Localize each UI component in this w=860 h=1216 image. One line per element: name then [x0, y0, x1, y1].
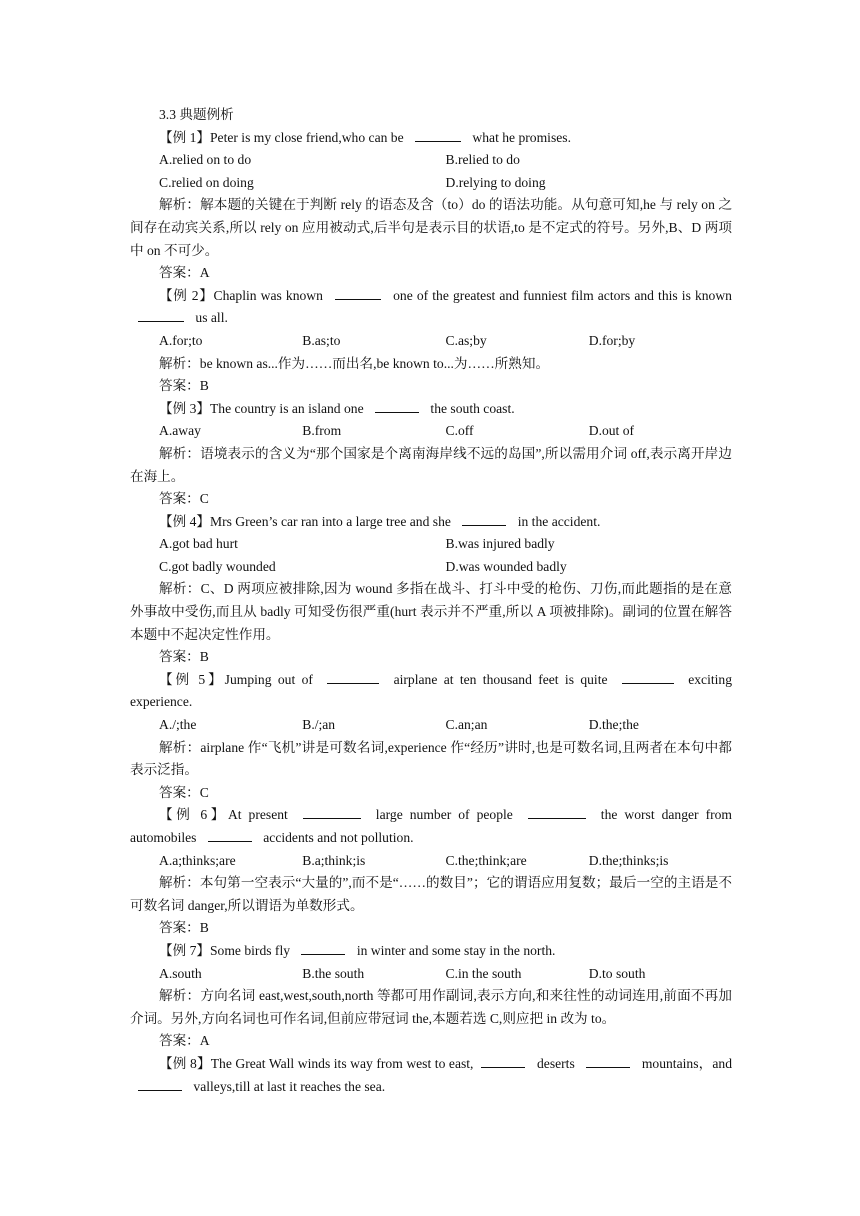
question-text: 【例 5】Jumping out of [159, 671, 320, 687]
example-question [130, 669, 736, 714]
option-row [130, 149, 732, 172]
option: D.the;thinks;is [588, 852, 669, 868]
example-analysis: 解析：解本题的关键在于判断 rely 的语态及含（to）do 的语法功能。从句意可知,he 与 rely on 之间存在动宾关系,所以 rely on 应用被动式,后半句是表示目的状语,to 是不定式的符号。另外,B、D 两项中 on 不可少。 [130, 197, 732, 258]
option-row [130, 850, 732, 873]
answer-blank [208, 827, 252, 842]
answer-blank [481, 1053, 525, 1068]
example-answer: 答案：B [159, 649, 209, 665]
answer-blank [138, 1076, 182, 1091]
example-question [130, 940, 732, 963]
option: C.relied on doing [159, 174, 254, 190]
option-row [130, 330, 732, 353]
option-row [130, 556, 732, 579]
option: D.relying to doing [445, 174, 546, 190]
option: B.was injured badly [445, 536, 555, 552]
question-text: exciting experience. [130, 671, 736, 710]
example-1 [130, 127, 732, 285]
question-text: one of the greatest and funniest film actors and this is known [389, 287, 736, 303]
example-analysis: 解析：语境表示的含义为“那个国家是个离南海岸线不远的岛国”,所以需用介词 off,表示离开岸边在海上。 [130, 445, 732, 484]
example-analysis: 解析：方向名词 east,west,south,north 等都可用作副词,表示方向,和来往性的动词连用,前面不再加介词。另外,方向名词也可作名词,但前应带冠词 the,本题若选 C,则应把 in 改为 to。 [130, 988, 732, 1026]
answer-blank [415, 127, 461, 142]
option: A.relied on to do [159, 152, 252, 168]
option: B.from [302, 423, 342, 439]
option: C.the;think;are [445, 852, 527, 868]
question-text: 【例 1】Peter is my close friend,who can be [159, 129, 408, 145]
example-8 [130, 1053, 736, 1098]
example-question [130, 804, 736, 849]
question-text: accidents and not pollution. [259, 830, 414, 845]
example-3 [130, 398, 732, 511]
answer-blank [462, 511, 506, 526]
option: C.an;an [445, 717, 488, 733]
question-text: 【例 4】Mrs Green’s car ran into a large tree and she [159, 513, 455, 529]
question-text: large number of people [368, 807, 520, 823]
question-text: in the accident. [514, 513, 601, 529]
example-6 [130, 804, 736, 940]
example-question [130, 127, 732, 150]
answer-blank [335, 285, 381, 300]
example-5 [130, 669, 736, 805]
option: C.off [445, 423, 474, 439]
document-page [130, 104, 736, 1098]
option: D.for;by [588, 332, 636, 348]
option: C.as;by [445, 332, 487, 348]
example-answer: 答案：B [159, 378, 209, 394]
answer-blank [303, 804, 361, 819]
option-row [130, 714, 732, 737]
example-question [130, 398, 732, 421]
option: A.got bad hurt [159, 536, 238, 552]
option: C.got badly wounded [159, 558, 276, 574]
example-analysis: 解析：本句第一空表示“大量的”,而不是“……的数目”；它的谓语应用复数；最后一空的主语是不可数名词 danger,所以谓语为单数形式。 [130, 875, 732, 913]
example-answer: 答案：C [159, 491, 209, 507]
example-4 [130, 511, 732, 669]
example-answer: 答案：A [159, 1033, 210, 1049]
answer-blank [375, 398, 419, 413]
answer-blank [528, 804, 586, 819]
question-text: 【例 2】Chaplin was known [159, 287, 328, 303]
answer-blank [622, 669, 674, 684]
option-row [130, 420, 732, 443]
example-analysis: 解析：C、D 两项应被排除,因为 wound 多指在战斗、打斗中受的枪伤、刀伤,而此题指的是在意外事故中受伤,而且从 badly 可知受伤很严重(hurt 表示并不严重,所以 A 项被排除)。副词的位置在解答本题中不起决定性作用。 [130, 581, 732, 642]
question-text: 【例 7】Some birds fly [159, 942, 294, 958]
question-text: deserts [533, 1055, 579, 1071]
example-answer: 答案：C [159, 784, 209, 800]
option: C.in the south [445, 965, 522, 981]
example-question [130, 511, 732, 534]
question-text: the south coast. [427, 400, 515, 416]
option: A.for;to [159, 332, 203, 348]
option: B.a;think;is [302, 852, 366, 868]
answer-blank [138, 307, 184, 322]
question-text: mountains，and [638, 1055, 736, 1071]
option: B.relied to do [445, 152, 520, 168]
question-text: us all. [192, 310, 228, 326]
section-title: 3.3 典题例析 [159, 107, 234, 122]
example-analysis: 解析：airplane 作“飞机”讲是可数名词,experience 作“经历”讲时,也是可数名词,且两者在本句中都表示泛指。 [130, 739, 732, 778]
option: A.a;thinks;are [159, 852, 236, 868]
examples-list [130, 127, 736, 1099]
option-row [130, 172, 732, 195]
option: A./;the [159, 717, 197, 733]
option: D.out of [588, 423, 635, 439]
option: B.as;to [302, 332, 341, 348]
question-text: airplane at ten thousand feet is quite [387, 671, 614, 687]
answer-blank [301, 940, 345, 955]
question-text: 【例 8】The Great Wall winds its way from west to east, [159, 1055, 474, 1071]
example-question [130, 1053, 736, 1098]
option-row [130, 533, 732, 556]
option: D.to south [588, 965, 646, 981]
question-text: 【例 6】At present [159, 807, 295, 823]
example-answer: 答案：B [159, 920, 209, 936]
question-text: valleys,till at last it reaches the sea. [190, 1078, 386, 1094]
option: A.away [159, 423, 201, 439]
option: B.the south [302, 965, 365, 981]
option: A.south [159, 965, 202, 981]
example-analysis: 解析：be known as...作为……而出名,be known to...为……所熟知。 [159, 355, 550, 371]
question-text: in winter and some stay in the north. [353, 942, 556, 958]
question-text: what he promises. [469, 129, 571, 145]
answer-blank [327, 669, 379, 684]
question-text: the worst danger from automobiles [130, 807, 736, 845]
option: D.was wounded badly [445, 558, 567, 574]
example-2 [130, 285, 736, 398]
answer-blank [586, 1053, 630, 1068]
example-question [130, 285, 736, 330]
question-text: 【例 3】The country is an island one [159, 400, 368, 416]
example-answer: 答案：A [159, 265, 210, 281]
option: B./;an [302, 717, 336, 733]
option: D.the;the [588, 717, 639, 733]
option-row [130, 963, 732, 986]
example-7 [130, 940, 732, 1053]
